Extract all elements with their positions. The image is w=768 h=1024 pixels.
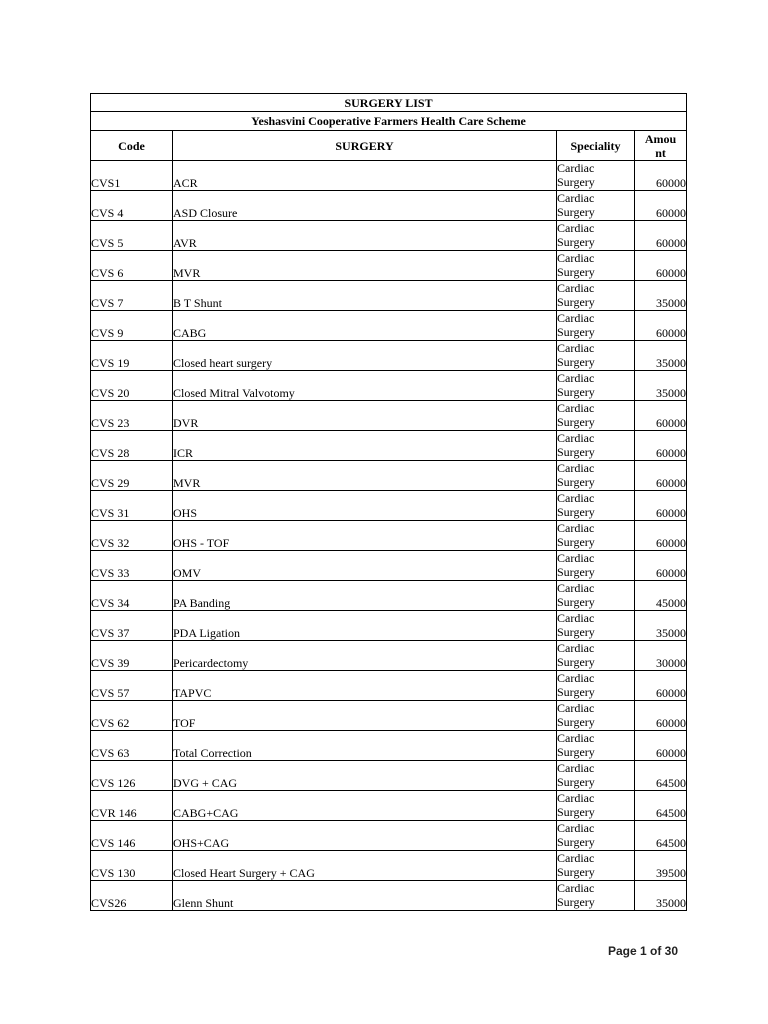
code-cell: CVS 4 — [91, 191, 173, 221]
code-cell: CVS 23 — [91, 401, 173, 431]
speciality-cell — [557, 461, 635, 491]
code-cell: CVS 32 — [91, 521, 173, 551]
speciality-line1: Cardiac — [557, 761, 595, 775]
table-row — [91, 491, 687, 521]
code-cell: CVS 31 — [91, 491, 173, 521]
speciality-line2: Surgery — [557, 445, 595, 459]
table-row — [91, 191, 687, 221]
surgery-cell: Total Correction — [173, 731, 557, 761]
table-row — [91, 851, 687, 881]
table-row — [91, 221, 687, 251]
amount-cell: 35000 — [635, 281, 687, 311]
speciality-line2: Surgery — [557, 865, 595, 879]
code-cell: CVS 5 — [91, 221, 173, 251]
speciality-cell — [557, 311, 635, 341]
speciality-line2: Surgery — [557, 595, 595, 609]
speciality-line1: Cardiac — [557, 671, 595, 685]
table-row — [91, 671, 687, 701]
table-row — [91, 821, 687, 851]
speciality-line2: Surgery — [557, 505, 595, 519]
amount-cell: 60000 — [635, 461, 687, 491]
code-cell: CVS 28 — [91, 431, 173, 461]
table-row — [91, 641, 687, 671]
table-row — [91, 341, 687, 371]
surgery-cell: CABG+CAG — [173, 791, 557, 821]
speciality-cell — [557, 221, 635, 251]
speciality-line1: Cardiac — [557, 821, 595, 835]
speciality-line2: Surgery — [557, 385, 595, 399]
speciality-cell — [557, 851, 635, 881]
speciality-line1: Cardiac — [557, 221, 595, 235]
title-row — [91, 94, 687, 112]
subtitle-row — [91, 112, 687, 131]
surgery-cell: DVR — [173, 401, 557, 431]
speciality-cell — [557, 761, 635, 791]
page-number: Page 1 of 30 — [607, 944, 678, 958]
code-cell: CVS 146 — [91, 821, 173, 851]
speciality-line1: Cardiac — [557, 641, 595, 655]
speciality-cell — [557, 521, 635, 551]
speciality-cell — [557, 431, 635, 461]
code-cell: CVS 33 — [91, 551, 173, 581]
speciality-cell — [557, 731, 635, 761]
code-cell: CVS 57 — [91, 671, 173, 701]
amount-cell: 35000 — [635, 341, 687, 371]
speciality-line2: Surgery — [557, 535, 595, 549]
table-row — [91, 581, 687, 611]
amount-cell: 64500 — [635, 821, 687, 851]
speciality-cell — [557, 821, 635, 851]
code-cell: CVS 6 — [91, 251, 173, 281]
surgery-cell: PDA Ligation — [173, 611, 557, 641]
amount-cell: 60000 — [635, 251, 687, 281]
code-cell: CVS 29 — [91, 461, 173, 491]
table-title: SURGERY LIST — [91, 94, 687, 112]
code-cell: CVS 62 — [91, 701, 173, 731]
speciality-cell — [557, 251, 635, 281]
speciality-cell — [557, 551, 635, 581]
amount-cell: 35000 — [635, 881, 687, 911]
speciality-line1: Cardiac — [557, 731, 595, 745]
surgery-cell: ACR — [173, 161, 557, 191]
table-row — [91, 701, 687, 731]
table-row — [91, 611, 687, 641]
speciality-line2: Surgery — [557, 265, 595, 279]
table-row — [91, 551, 687, 581]
surgery-cell: MVR — [173, 251, 557, 281]
speciality-line2: Surgery — [557, 625, 595, 639]
speciality-line1: Cardiac — [557, 251, 595, 265]
speciality-line2: Surgery — [557, 775, 595, 789]
table-row — [91, 761, 687, 791]
code-cell: CVS 130 — [91, 851, 173, 881]
surgery-cell: TOF — [173, 701, 557, 731]
table-row — [91, 251, 687, 281]
speciality-line2: Surgery — [557, 295, 595, 309]
speciality-cell — [557, 341, 635, 371]
surgery-cell: ICR — [173, 431, 557, 461]
speciality-cell — [557, 401, 635, 431]
amount-cell: 30000 — [635, 641, 687, 671]
speciality-cell — [557, 371, 635, 401]
speciality-line1: Cardiac — [557, 851, 595, 865]
speciality-cell — [557, 161, 635, 191]
column-header-surgery: SURGERY — [173, 131, 557, 161]
speciality-line2: Surgery — [557, 355, 595, 369]
amount-cell: 39500 — [635, 851, 687, 881]
speciality-line1: Cardiac — [557, 521, 595, 535]
column-header-code: Code — [91, 131, 173, 161]
amount-cell: 60000 — [635, 491, 687, 521]
code-cell: CVS 20 — [91, 371, 173, 401]
speciality-line2: Surgery — [557, 835, 595, 849]
table-row — [91, 431, 687, 461]
speciality-line2: Surgery — [557, 805, 595, 819]
surgery-cell: AVR — [173, 221, 557, 251]
code-cell: CVS 126 — [91, 761, 173, 791]
amount-cell: 60000 — [635, 701, 687, 731]
surgery-cell: OHS+CAG — [173, 821, 557, 851]
amount-cell: 60000 — [635, 431, 687, 461]
table-row — [91, 461, 687, 491]
speciality-line1: Cardiac — [557, 461, 595, 475]
amount-cell: 60000 — [635, 551, 687, 581]
speciality-line2: Surgery — [557, 325, 595, 339]
table-row — [91, 791, 687, 821]
speciality-line1: Cardiac — [557, 431, 595, 445]
speciality-cell — [557, 671, 635, 701]
speciality-cell — [557, 881, 635, 911]
code-cell: CVS 37 — [91, 611, 173, 641]
speciality-line1: Cardiac — [557, 701, 595, 715]
speciality-line2: Surgery — [557, 205, 595, 219]
amount-cell: 60000 — [635, 731, 687, 761]
speciality-line1: Cardiac — [557, 791, 595, 805]
table-row — [91, 731, 687, 761]
amount-cell: 60000 — [635, 311, 687, 341]
amount-cell: 35000 — [635, 611, 687, 641]
surgery-cell: PA Banding — [173, 581, 557, 611]
speciality-line2: Surgery — [557, 745, 595, 759]
amount-cell: 60000 — [635, 191, 687, 221]
surgery-cell: Pericardectomy — [173, 641, 557, 671]
speciality-line2: Surgery — [557, 655, 595, 669]
speciality-cell — [557, 281, 635, 311]
table-subtitle: Yeshasvini Cooperative Farmers Health Care Scheme — [91, 112, 687, 131]
surgery-cell: OMV — [173, 551, 557, 581]
speciality-cell — [557, 491, 635, 521]
speciality-line1: Cardiac — [557, 551, 595, 565]
table-row — [91, 521, 687, 551]
speciality-cell — [557, 641, 635, 671]
amount-header-line1: Amou — [644, 131, 677, 146]
speciality-line1: Cardiac — [557, 491, 595, 505]
surgery-cell: CABG — [173, 311, 557, 341]
amount-cell: 45000 — [635, 581, 687, 611]
table-row — [91, 281, 687, 311]
speciality-cell — [557, 611, 635, 641]
table-row — [91, 881, 687, 911]
table-row — [91, 371, 687, 401]
code-cell: CVS 7 — [91, 281, 173, 311]
speciality-line2: Surgery — [557, 415, 595, 429]
surgery-cell: ASD Closure — [173, 191, 557, 221]
code-cell: CVS 9 — [91, 311, 173, 341]
amount-cell: 60000 — [635, 161, 687, 191]
speciality-line1: Cardiac — [557, 581, 595, 595]
speciality-line2: Surgery — [557, 895, 595, 909]
code-cell: CVR 146 — [91, 791, 173, 821]
speciality-line2: Surgery — [557, 475, 595, 489]
speciality-line1: Cardiac — [557, 281, 595, 295]
code-cell: CVS 63 — [91, 731, 173, 761]
speciality-line2: Surgery — [557, 175, 595, 189]
header-row — [91, 131, 687, 161]
speciality-line2: Surgery — [557, 715, 595, 729]
column-header-amount — [635, 131, 687, 161]
speciality-cell — [557, 701, 635, 731]
amount-cell: 60000 — [635, 671, 687, 701]
amount-cell: 60000 — [635, 401, 687, 431]
surgery-table — [90, 93, 687, 911]
speciality-line2: Surgery — [557, 685, 595, 699]
surgery-cell: Closed Heart Surgery + CAG — [173, 851, 557, 881]
surgery-cell: DVG + CAG — [173, 761, 557, 791]
code-cell: CVS26 — [91, 881, 173, 911]
code-cell: CVS1 — [91, 161, 173, 191]
amount-cell: 60000 — [635, 521, 687, 551]
speciality-cell — [557, 791, 635, 821]
speciality-line2: Surgery — [557, 565, 595, 579]
table-row — [91, 161, 687, 191]
column-header-speciality: Speciality — [557, 131, 635, 161]
code-cell: CVS 19 — [91, 341, 173, 371]
speciality-line1: Cardiac — [557, 881, 595, 895]
surgery-cell: MVR — [173, 461, 557, 491]
surgery-cell: B T Shunt — [173, 281, 557, 311]
amount-cell: 64500 — [635, 761, 687, 791]
document-page — [90, 93, 686, 911]
speciality-line2: Surgery — [557, 235, 595, 249]
speciality-line1: Cardiac — [557, 371, 595, 385]
surgery-cell: Closed heart surgery — [173, 341, 557, 371]
table-row — [91, 401, 687, 431]
code-cell: CVS 34 — [91, 581, 173, 611]
amount-cell: 60000 — [635, 221, 687, 251]
surgery-cell: OHS — [173, 491, 557, 521]
speciality-line1: Cardiac — [557, 311, 595, 325]
speciality-cell — [557, 191, 635, 221]
speciality-line1: Cardiac — [557, 191, 595, 205]
table-row — [91, 311, 687, 341]
speciality-line1: Cardiac — [557, 161, 595, 175]
surgery-cell: TAPVC — [173, 671, 557, 701]
surgery-cell: Glenn Shunt — [173, 881, 557, 911]
surgery-cell: OHS - TOF — [173, 521, 557, 551]
amount-cell: 35000 — [635, 371, 687, 401]
surgery-cell: Closed Mitral Valvotomy — [173, 371, 557, 401]
speciality-line1: Cardiac — [557, 341, 595, 355]
speciality-line1: Cardiac — [557, 401, 595, 415]
speciality-line1: Cardiac — [557, 611, 595, 625]
code-cell: CVS 39 — [91, 641, 173, 671]
speciality-cell — [557, 581, 635, 611]
amount-header-line2: nt — [655, 145, 666, 160]
amount-cell: 64500 — [635, 791, 687, 821]
